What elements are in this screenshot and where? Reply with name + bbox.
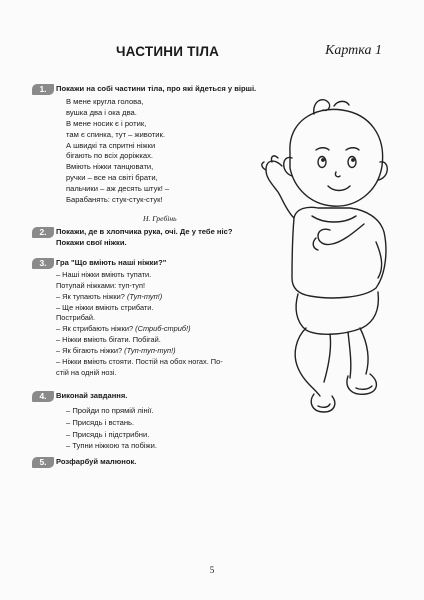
task-title-4: Виконай завдання. — [56, 391, 128, 400]
task-title-1: Покажи на собі частини тіла, про які йдеться у вірші. — [56, 84, 257, 93]
step-item: – Присядь і встань. — [66, 417, 135, 427]
baby-coloring-illustration — [252, 92, 404, 432]
game-line: – Як стрибають ніжки? (Стриб-стриб!) — [56, 324, 191, 334]
step-item: – Тупни ніжкою та побіжи. — [66, 441, 157, 451]
poem-line: вушка два і ока два. — [66, 107, 137, 117]
poem — [66, 97, 169, 206]
game-text — [56, 270, 223, 378]
game-line: – Як бігають ніжки? (Туп-туп-туп!) — [56, 345, 176, 355]
poem-line: ручки – все на світі брати, — [66, 173, 158, 183]
page-title: ЧАСТИНИ ТІЛА — [116, 44, 220, 59]
page-number: 5 — [209, 565, 215, 575]
poem-author: Н. Гребінь — [143, 214, 177, 223]
game-line: – Ніжки вміють бігати. Побігай. — [56, 335, 161, 345]
steps-list — [66, 405, 157, 452]
poem-line: Вміють ніжки танцювати, — [66, 162, 154, 172]
task-title-3: Гра "Що вміють наші ніжки?" — [56, 258, 167, 267]
poem-line: В мене кругла голова, — [66, 97, 144, 106]
game-line: – Наші ніжки вміють тупати. — [56, 270, 152, 279]
step-item: – Пройди по прямій лінії. — [66, 406, 154, 415]
game-line: – Ще ніжки вміють стрибати. — [56, 302, 154, 312]
game-line: – Ніжки вміють стояти. Постій на обох ногах. По- — [56, 356, 223, 366]
game-line: Потупай ніжками: туп-туп! — [56, 280, 146, 290]
task-title-2-line: Покажи, де в хлопчика рука, очі. Де у тебе ніс? — [56, 227, 233, 236]
poem-line: Барабанять: стук-стук-стук! — [66, 195, 163, 205]
task-badge-1: 1. — [32, 84, 54, 95]
game-line: – Як тупають ніжки? (Туп-туп!) — [56, 291, 163, 301]
game-line: Пострибай. — [56, 313, 96, 323]
poem-line: там є спинка, тут – животик. — [66, 129, 165, 139]
card-label: Картка 1 — [325, 43, 382, 58]
game-line: стій на одній нозі. — [56, 367, 117, 377]
poem-line: В мене носик є і ротик, — [66, 118, 147, 128]
task-badge-3: 3. — [32, 258, 54, 269]
task-badge-5: 5. — [32, 457, 54, 468]
poem-line: пальчики – аж десять штук! – — [66, 184, 170, 194]
task-title-2 — [56, 227, 233, 248]
task-badge-2: 2. — [32, 227, 54, 238]
task-badge-4: 4. — [32, 391, 54, 402]
task-title-5: Розфарбуй малюнок. — [56, 457, 137, 466]
poem-line: бігають по всіх доріжках. — [66, 151, 153, 161]
step-item: – Присядь і підстрибни. — [66, 429, 150, 439]
poem-line: А швидкі та спритні ніжки — [66, 140, 156, 150]
task-title-2-line: Покажи свої ніжки. — [56, 237, 127, 247]
